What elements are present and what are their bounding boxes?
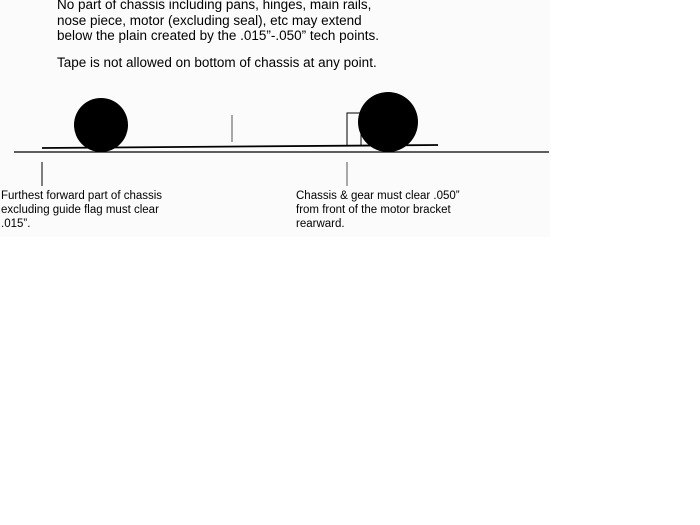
note-line: excluding guide flag must clear: [1, 204, 159, 216]
front-wheel: [74, 98, 128, 152]
note-line: Chassis & gear must clear .050”: [296, 190, 460, 202]
chassis-rule-line: No part of chassis including pans, hinges, main rails,: [57, 0, 372, 12]
note-line: .015”.: [1, 218, 31, 230]
rear-wheel: [358, 92, 418, 152]
chassis-rule-line: below the plain created by the .015”-.050” tech points.: [57, 28, 379, 43]
front-clearance-note: [1, 189, 162, 231]
tape-rule-text: Tape is not allowed on bottom of chassis at any point.: [57, 55, 377, 70]
note-line: from front of the motor bracket: [296, 204, 451, 216]
note-line: rearward.: [296, 218, 345, 230]
note-line: Furthest forward part of chassis: [1, 190, 163, 202]
rear-clearance-note: [296, 189, 460, 231]
chassis-rule-line: nose piece, motor (excluding seal), etc may extend: [57, 12, 362, 28]
